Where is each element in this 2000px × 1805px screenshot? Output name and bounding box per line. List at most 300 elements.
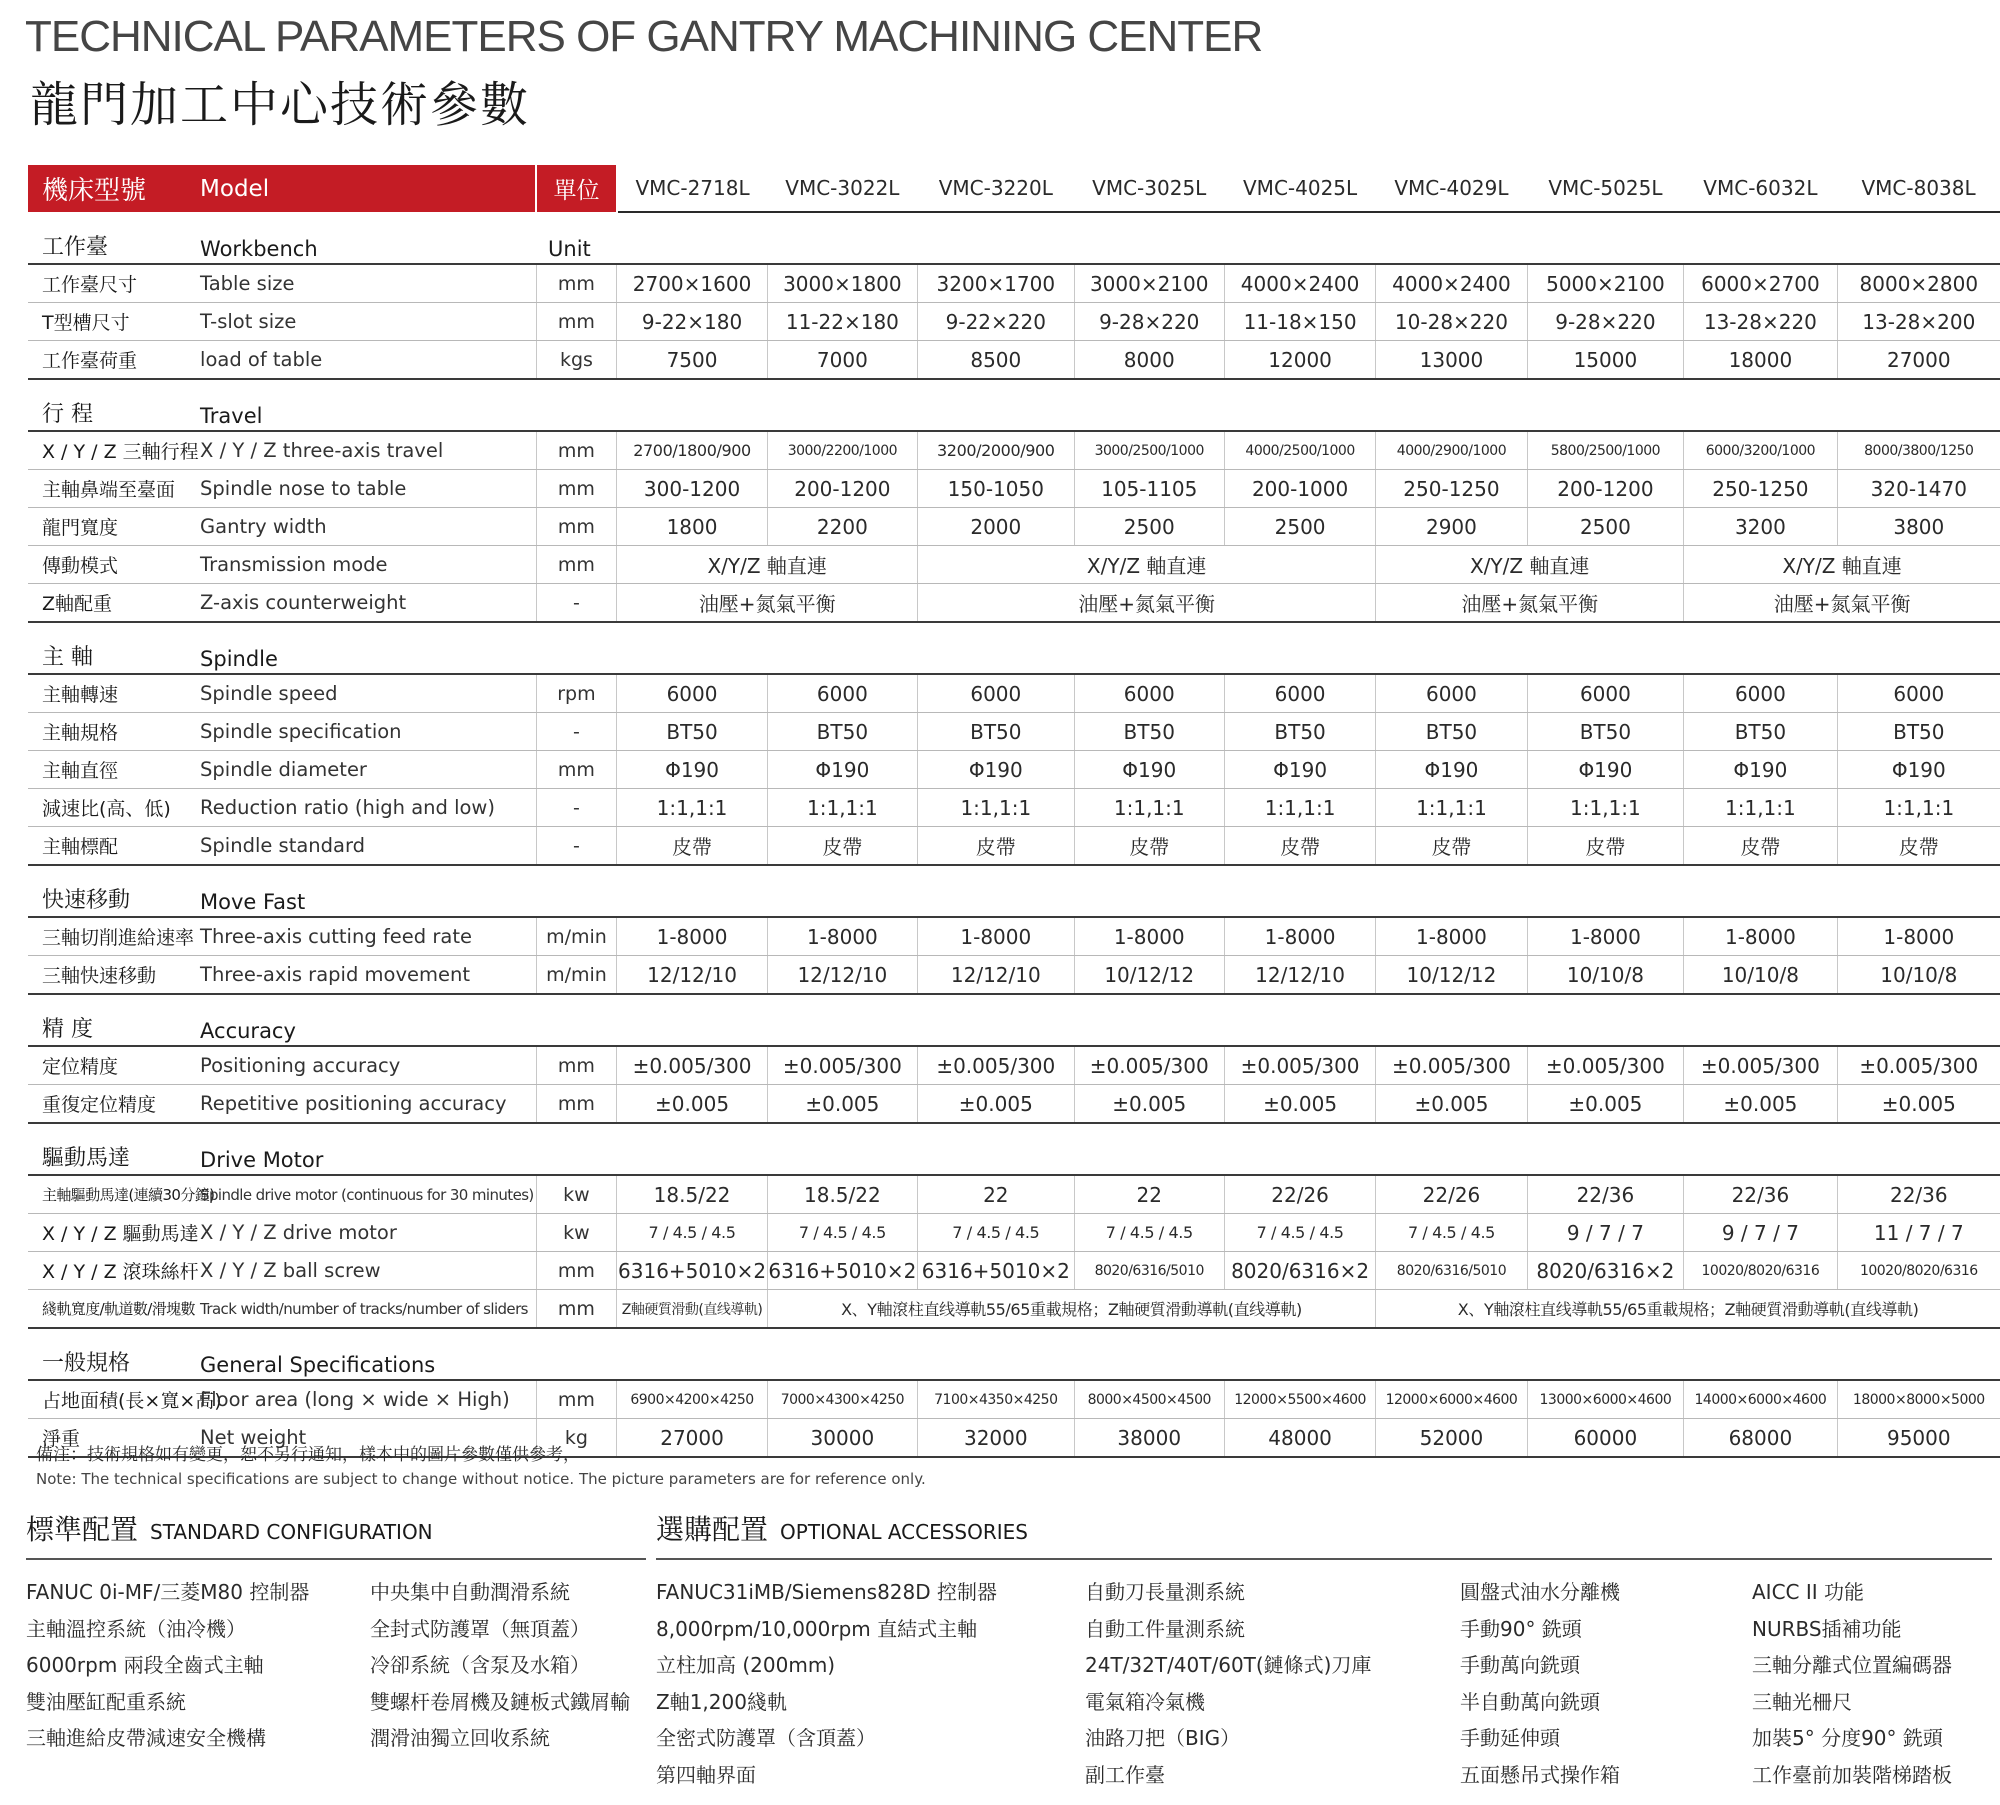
section-title-en: General Specifications: [198, 1328, 536, 1380]
table-row: [28, 584, 2000, 623]
param-name-zh: 定位精度: [28, 1046, 198, 1085]
param-name-en: Spindle speed: [198, 674, 536, 713]
model-header: VMC-6032L: [1684, 165, 1837, 212]
param-value: ±0.005: [767, 1085, 917, 1124]
param-value: 1-8000: [617, 917, 767, 956]
table-row: [28, 1290, 2000, 1329]
optional-config-list-3: [1460, 1574, 1620, 1793]
param-value: 皮帶: [767, 827, 917, 866]
param-value: 12000: [1224, 341, 1375, 380]
list-item: 雙螺杆卷屑機及鏈板式鐵屑輸: [370, 1689, 630, 1714]
list-item: 潤滑油獨立回收系統: [370, 1726, 550, 1750]
standard-config-heading: [26, 1508, 646, 1560]
param-name-zh: 主軸鼻端至臺面: [28, 470, 198, 508]
param-value: 2700/1800/900: [617, 431, 767, 470]
param-value: 7 / 4.5 / 4.5: [1074, 1214, 1224, 1252]
param-value-merged: 油壓+氮氣平衡: [617, 584, 918, 623]
param-value: ±0.005: [617, 1085, 767, 1124]
param-value: 2700×1600: [617, 264, 767, 303]
param-value: 1-8000: [1837, 917, 2000, 956]
table-row: [28, 1175, 2000, 1214]
model-header: VMC-5025L: [1527, 165, 1684, 212]
param-value: 2500: [1527, 508, 1684, 546]
param-value: ±0.005: [918, 1085, 1075, 1124]
param-name-zh: 主軸規格: [28, 713, 198, 751]
param-name-en: load of table: [198, 341, 536, 380]
param-value: 200-1200: [1527, 470, 1684, 508]
param-name-zh: X / Y / Z 驅動馬達: [28, 1214, 198, 1252]
note-english: Note: The technical specifications are subject to change without notice. The picture parameters are for reference only.: [36, 1470, 926, 1488]
table-row: [28, 1380, 2000, 1419]
param-unit: mm: [536, 1046, 617, 1085]
param-name-en: Track width/number of tracks/number of sliders: [198, 1290, 536, 1329]
param-value: BT50: [1527, 713, 1684, 751]
table-row: [28, 470, 2000, 508]
section-unit-label: [536, 379, 2000, 431]
section-unit-label: Unit: [536, 212, 2000, 264]
param-value: 22/26: [1224, 1175, 1375, 1214]
param-value: 8020/6316/5010: [1376, 1252, 1527, 1290]
param-value: 6000: [918, 674, 1075, 713]
param-value: 5800/2500/1000: [1527, 431, 1684, 470]
param-name-en: Spindle specification: [198, 713, 536, 751]
param-value: 250-1250: [1684, 470, 1837, 508]
param-value: ±0.005: [1527, 1085, 1684, 1124]
param-value: ±0.005/300: [1684, 1046, 1837, 1085]
param-unit: mm: [536, 470, 617, 508]
standard-config-list-1: [26, 1574, 309, 1757]
param-value: 11 / 7 / 7: [1837, 1214, 2000, 1252]
param-value: ±0.005: [1224, 1085, 1375, 1124]
param-value-merged: X、Y軸滾柱直线導軌55/65重載規格；Z軸硬質滑動導軌(直线導軌): [1376, 1290, 2000, 1329]
param-value: Φ190: [1527, 751, 1684, 789]
table-row: [28, 431, 2000, 470]
param-name-zh: 綫軌寬度/軌道數/滑塊數: [28, 1290, 198, 1329]
standard-config-title-en: STANDARD CONFIGURATION: [150, 1520, 433, 1544]
param-unit: mm: [536, 1085, 617, 1124]
param-value: 10-28×220: [1376, 303, 1527, 341]
list-item: 工作臺前加裝階梯踏板: [1752, 1762, 1952, 1787]
param-value: 皮帶: [1074, 827, 1224, 866]
list-item: 6000rpm 兩段全齒式主軸: [26, 1653, 264, 1677]
param-value: 6000/3200/1000: [1684, 431, 1837, 470]
param-value: 68000: [1684, 1419, 1837, 1458]
param-value: 6000: [1376, 674, 1527, 713]
section-unit-label: [536, 865, 2000, 917]
param-value: ±0.005/300: [767, 1046, 917, 1085]
param-value: 13000: [1376, 341, 1527, 380]
param-value: 皮帶: [1684, 827, 1837, 866]
param-value: 1:1,1:1: [1224, 789, 1375, 827]
param-value: BT50: [1074, 713, 1224, 751]
param-unit: -: [536, 789, 617, 827]
param-value: 8020/6316×2: [1224, 1252, 1375, 1290]
list-item: 全封式防護罩（無頂蓋）: [370, 1616, 590, 1641]
param-value: 10/12/12: [1376, 956, 1527, 995]
param-name-en: T-slot size: [198, 303, 536, 341]
section-title-en: Accuracy: [198, 994, 536, 1046]
table-row: [28, 674, 2000, 713]
param-value: 2500: [1074, 508, 1224, 546]
list-item: 手動萬向銑頭: [1460, 1653, 1580, 1677]
model-header: VMC-3022L: [767, 165, 917, 212]
param-value-merged: X/Y/Z 軸直連: [918, 546, 1376, 584]
param-value: 12/12/10: [767, 956, 917, 995]
section-title-en: Travel: [198, 379, 536, 431]
param-name-en: Repetitive positioning accuracy: [198, 1085, 536, 1124]
param-value: Φ190: [767, 751, 917, 789]
param-value: 1:1,1:1: [918, 789, 1075, 827]
param-value: BT50: [1224, 713, 1375, 751]
param-value: 6900×4200×4250: [617, 1380, 767, 1419]
spec-table-body: [28, 165, 2000, 1457]
table-row: [28, 303, 2000, 341]
section-header-row: [28, 622, 2000, 674]
param-value: 6000: [1684, 674, 1837, 713]
table-row: [28, 751, 2000, 789]
param-unit: -: [536, 584, 617, 623]
param-value: 8020/6316/5010: [1074, 1252, 1224, 1290]
param-value: 6000: [1837, 674, 2000, 713]
param-value: Φ190: [1837, 751, 2000, 789]
param-value: 7 / 4.5 / 4.5: [617, 1214, 767, 1252]
param-value: 皮帶: [1527, 827, 1684, 866]
section-title-zh: 行 程: [28, 379, 198, 431]
table-row: [28, 546, 2000, 584]
param-unit: mm: [536, 1252, 617, 1290]
list-item: 三軸光柵尺: [1752, 1689, 1852, 1714]
param-value: 12/12/10: [1224, 956, 1375, 995]
list-item: 冷卻系統（含泵及水箱）: [370, 1653, 590, 1677]
param-name-en: Reduction ratio (high and low): [198, 789, 536, 827]
list-item: 8,000rpm/10,000rpm 直結式主軸: [656, 1616, 978, 1641]
param-value: 6000: [1074, 674, 1224, 713]
param-unit: -: [536, 713, 617, 751]
param-value: 6000: [1527, 674, 1684, 713]
param-value: 1-8000: [1376, 917, 1527, 956]
param-value: 1-8000: [767, 917, 917, 956]
list-item: AICC II 功能: [1752, 1580, 1865, 1604]
param-unit: kgs: [536, 341, 617, 380]
param-value: 12/12/10: [918, 956, 1075, 995]
list-item: 主軸溫控系統（油冷機）: [26, 1616, 246, 1641]
param-value: 7000×4300×4250: [767, 1380, 917, 1419]
param-value: 18.5/22: [767, 1175, 917, 1214]
list-item: 自動工件量測系統: [1085, 1616, 1245, 1641]
param-name-en: Positioning accuracy: [198, 1046, 536, 1085]
param-value: 7 / 4.5 / 4.5: [1376, 1214, 1527, 1252]
param-value: 8000/3800/1250: [1837, 431, 2000, 470]
table-header-row: [28, 165, 2000, 212]
section-title-zh: 精 度: [28, 994, 198, 1046]
param-value: 7 / 4.5 / 4.5: [767, 1214, 917, 1252]
param-value: 皮帶: [1224, 827, 1375, 866]
param-name-zh: 占地面積(長×寬×高): [28, 1380, 198, 1419]
param-value-merged: X/Y/Z 軸直連: [1376, 546, 1684, 584]
param-name-en: Floor area (long × wide × High): [198, 1380, 536, 1419]
param-value: 3200/2000/900: [918, 431, 1075, 470]
list-item: NURBS插補功能: [1752, 1616, 1902, 1641]
param-value-merged: 油壓+氮氣平衡: [1684, 584, 2000, 623]
param-value: 9 / 7 / 7: [1527, 1214, 1684, 1252]
section-unit-label: [536, 1328, 2000, 1380]
param-name-zh: 三軸切削進給速率: [28, 917, 198, 956]
param-name-en: Gantry width: [198, 508, 536, 546]
param-name-zh: X / Y / Z 滾珠絲杆: [28, 1252, 198, 1290]
list-item: 中央集中自動潤滑系統: [370, 1580, 570, 1604]
param-value: 9 / 7 / 7: [1684, 1214, 1837, 1252]
optional-config-title-en: OPTIONAL ACCESSORIES: [780, 1520, 1028, 1544]
param-value: 300-1200: [617, 470, 767, 508]
list-item: 油路刀把（BIG）: [1085, 1726, 1241, 1750]
list-item: FANUC31iMB/Siemens828D 控制器: [656, 1580, 998, 1604]
section-title-en: Spindle: [198, 622, 536, 674]
param-value: ±0.005/300: [1224, 1046, 1375, 1085]
param-value: 1:1,1:1: [1074, 789, 1224, 827]
param-value: 1:1,1:1: [617, 789, 767, 827]
param-name-zh: 主軸直徑: [28, 751, 198, 789]
param-value: 7100×4350×4250: [918, 1380, 1075, 1419]
param-value: 11-22×180: [767, 303, 917, 341]
param-value: 38000: [1074, 1419, 1224, 1458]
param-value: 10/10/8: [1527, 956, 1684, 995]
param-value: 60000: [1527, 1419, 1684, 1458]
note-chinese: 備注：技術規格如有變更，恕不另行通知，樣本中的圖片參數僅供參考，: [36, 1445, 580, 1465]
param-name-zh: 傳動模式: [28, 546, 198, 584]
param-value: 8020/6316×2: [1527, 1252, 1684, 1290]
param-value: ±0.005/300: [1527, 1046, 1684, 1085]
param-value: 13000×6000×4600: [1527, 1380, 1684, 1419]
param-value: 1-8000: [1684, 917, 1837, 956]
param-value: 52000: [1376, 1419, 1527, 1458]
param-value: BT50: [1376, 713, 1527, 751]
section-unit-label: [536, 622, 2000, 674]
model-label-zh: 機床型號: [28, 165, 198, 212]
model-header: VMC-2718L: [617, 165, 767, 212]
param-name-en: Spindle diameter: [198, 751, 536, 789]
param-unit: kg: [536, 1419, 617, 1458]
list-item: 雙油壓缸配重系統: [26, 1689, 186, 1714]
param-value: BT50: [918, 713, 1075, 751]
param-name-en: Spindle nose to table: [198, 470, 536, 508]
spec-table: [28, 165, 2000, 1458]
param-value: 6000: [1224, 674, 1375, 713]
param-name-en: Table size: [198, 264, 536, 303]
param-value: BT50: [1837, 713, 2000, 751]
param-value: ±0.005/300: [617, 1046, 767, 1085]
param-value: 9-28×220: [1527, 303, 1684, 341]
param-value: ±0.005/300: [1837, 1046, 2000, 1085]
param-value-merged: Z軸硬質滑動(直线導軌): [617, 1290, 767, 1329]
param-value: 1:1,1:1: [1527, 789, 1684, 827]
param-value: 150-1050: [918, 470, 1075, 508]
param-value: 250-1250: [1376, 470, 1527, 508]
list-item: 三軸分離式位置編碼器: [1752, 1653, 1952, 1677]
param-value: 3200×1700: [918, 264, 1075, 303]
param-value: ±0.005/300: [918, 1046, 1075, 1085]
param-name-zh: X / Y / Z 三軸行程: [28, 431, 198, 470]
param-value: 4000/2500/1000: [1224, 431, 1375, 470]
param-value: Φ190: [1074, 751, 1224, 789]
param-value: 22/36: [1684, 1175, 1837, 1214]
list-item: 五面懸吊式操作箱: [1460, 1762, 1620, 1787]
param-name-en: Three-axis rapid movement: [198, 956, 536, 995]
section-title-zh: 驅動馬達: [28, 1123, 198, 1175]
list-item: 加裝5° 分度90° 銑頭: [1752, 1726, 1943, 1750]
param-value: 8000: [1074, 341, 1224, 380]
table-row: [28, 956, 2000, 995]
optional-config-title-zh: 選購配置: [656, 1513, 769, 1546]
param-value: 10/10/8: [1684, 956, 1837, 995]
list-item: 手動90° 銑頭: [1460, 1616, 1582, 1641]
section-title-zh: 快速移動: [28, 865, 198, 917]
param-value: 32000: [918, 1419, 1075, 1458]
param-value: 8000×2800: [1837, 264, 2000, 303]
param-value: 3200: [1684, 508, 1837, 546]
table-row: [28, 341, 2000, 380]
table-row: [28, 1214, 2000, 1252]
param-name-en: Transmission mode: [198, 546, 536, 584]
param-value: 10/10/8: [1837, 956, 2000, 995]
page-title-english: TECHNICAL PARAMETERS OF GANTRY MACHINING CENTER: [25, 12, 1263, 61]
param-value: 8500: [918, 341, 1075, 380]
param-value: 6316+5010×2: [617, 1252, 767, 1290]
param-value: 12000×5500×4600: [1224, 1380, 1375, 1419]
param-name-zh: 工作臺荷重: [28, 341, 198, 380]
param-value: 1:1,1:1: [1837, 789, 2000, 827]
param-value: 14000×6000×4600: [1684, 1380, 1837, 1419]
param-value: 1:1,1:1: [1684, 789, 1837, 827]
section-unit-label: [536, 1123, 2000, 1175]
param-value: 4000×2400: [1376, 264, 1527, 303]
param-name-zh: 主軸標配: [28, 827, 198, 866]
param-unit: mm: [536, 1380, 617, 1419]
param-value: 3000/2200/1000: [767, 431, 917, 470]
param-value: 9-22×220: [918, 303, 1075, 341]
param-name-zh: 主軸驅動馬達(連續30分鐘): [28, 1175, 198, 1214]
param-value: 10/12/12: [1074, 956, 1224, 995]
param-value: 10020/8020/6316: [1684, 1252, 1837, 1290]
param-value: BT50: [767, 713, 917, 751]
param-unit: kw: [536, 1175, 617, 1214]
param-value: 200-1200: [767, 470, 917, 508]
optional-config-list-1: [656, 1574, 997, 1793]
param-unit: m/min: [536, 956, 617, 995]
param-value: Φ190: [1376, 751, 1527, 789]
param-value: ±0.005: [1684, 1085, 1837, 1124]
section-unit-label: [536, 994, 2000, 1046]
param-unit: mm: [536, 751, 617, 789]
model-label-en: Model: [198, 165, 536, 212]
param-name-zh: T型槽尺寸: [28, 303, 198, 341]
param-value: 22: [918, 1175, 1075, 1214]
param-value: 3000×1800: [767, 264, 917, 303]
table-row: [28, 1252, 2000, 1290]
section-title-zh: 工作臺: [28, 212, 198, 264]
param-value: BT50: [617, 713, 767, 751]
param-unit: mm: [536, 431, 617, 470]
param-unit: m/min: [536, 917, 617, 956]
param-value: 6000×2700: [1684, 264, 1837, 303]
table-row: [28, 264, 2000, 303]
param-value: ±0.005: [1376, 1085, 1527, 1124]
param-value: 320-1470: [1837, 470, 2000, 508]
table-row: [28, 827, 2000, 866]
param-value: 皮帶: [617, 827, 767, 866]
param-value: 7000: [767, 341, 917, 380]
param-value: 12/12/10: [617, 956, 767, 995]
param-value: 12000×6000×4600: [1376, 1380, 1527, 1419]
param-value: 7 / 4.5 / 4.5: [1224, 1214, 1375, 1252]
table-row: [28, 1085, 2000, 1124]
list-item: 副工作臺: [1085, 1762, 1165, 1787]
table-row: [28, 713, 2000, 751]
model-header: VMC-8038L: [1837, 165, 2000, 212]
param-value: 6000: [617, 674, 767, 713]
param-value: 11-18×150: [1224, 303, 1375, 341]
param-value: 27000: [1837, 341, 2000, 380]
param-value: 105-1105: [1074, 470, 1224, 508]
param-name-zh: 龍門寬度: [28, 508, 198, 546]
optional-config-list-2: [1085, 1574, 1371, 1793]
param-value-merged: 油壓+氮氣平衡: [1376, 584, 1684, 623]
param-value: 1-8000: [918, 917, 1075, 956]
param-value: Φ190: [617, 751, 767, 789]
param-value-merged: X、Y軸滾柱直线導軌55/65重載規格；Z軸硬質滑動導軌(直线導軌): [767, 1290, 1376, 1329]
param-value: ±0.005: [1837, 1085, 2000, 1124]
param-unit: kw: [536, 1214, 617, 1252]
model-header: VMC-4029L: [1376, 165, 1527, 212]
optional-config-list-4: [1752, 1574, 1952, 1793]
list-item: 三軸進給皮帶減速安全機構: [26, 1726, 266, 1750]
param-unit: mm: [536, 303, 617, 341]
param-name-zh: 三軸快速移動: [28, 956, 198, 995]
list-item: 全密式防護罩（含頂蓋）: [656, 1726, 876, 1750]
param-value: 9-28×220: [1074, 303, 1224, 341]
param-value: 8000×4500×4500: [1074, 1380, 1224, 1419]
param-value: 2500: [1224, 508, 1375, 546]
param-value: 18000×8000×5000: [1837, 1380, 2000, 1419]
param-value: BT50: [1684, 713, 1837, 751]
page-title-chinese: 龍門加工中心技術參數: [30, 77, 531, 133]
param-name-zh: 工作臺尺寸: [28, 264, 198, 303]
param-value: 13-28×220: [1684, 303, 1837, 341]
section-header-row: [28, 1123, 2000, 1175]
param-value: 2900: [1376, 508, 1527, 546]
param-value: 2000: [918, 508, 1075, 546]
list-item: 手動延伸頭: [1460, 1726, 1560, 1750]
param-unit: mm: [536, 546, 617, 584]
param-value: 6000: [767, 674, 917, 713]
param-value: 13-28×200: [1837, 303, 2000, 341]
param-value: 30000: [767, 1419, 917, 1458]
section-title-en: Move Fast: [198, 865, 536, 917]
table-row: [28, 917, 2000, 956]
param-value: 6316+5010×2: [767, 1252, 917, 1290]
param-value: 9-22×180: [617, 303, 767, 341]
model-header: VMC-3220L: [918, 165, 1075, 212]
param-value: 3800: [1837, 508, 2000, 546]
section-title-zh: 一般規格: [28, 1328, 198, 1380]
param-value: 皮帶: [1837, 827, 2000, 866]
param-value: 4000/2900/1000: [1376, 431, 1527, 470]
model-header: VMC-4025L: [1224, 165, 1375, 212]
param-value: 1:1,1:1: [1376, 789, 1527, 827]
param-value: ±0.005/300: [1074, 1046, 1224, 1085]
param-value: 皮帶: [918, 827, 1075, 866]
param-value: 1-8000: [1527, 917, 1684, 956]
param-unit: mm: [536, 1290, 617, 1329]
